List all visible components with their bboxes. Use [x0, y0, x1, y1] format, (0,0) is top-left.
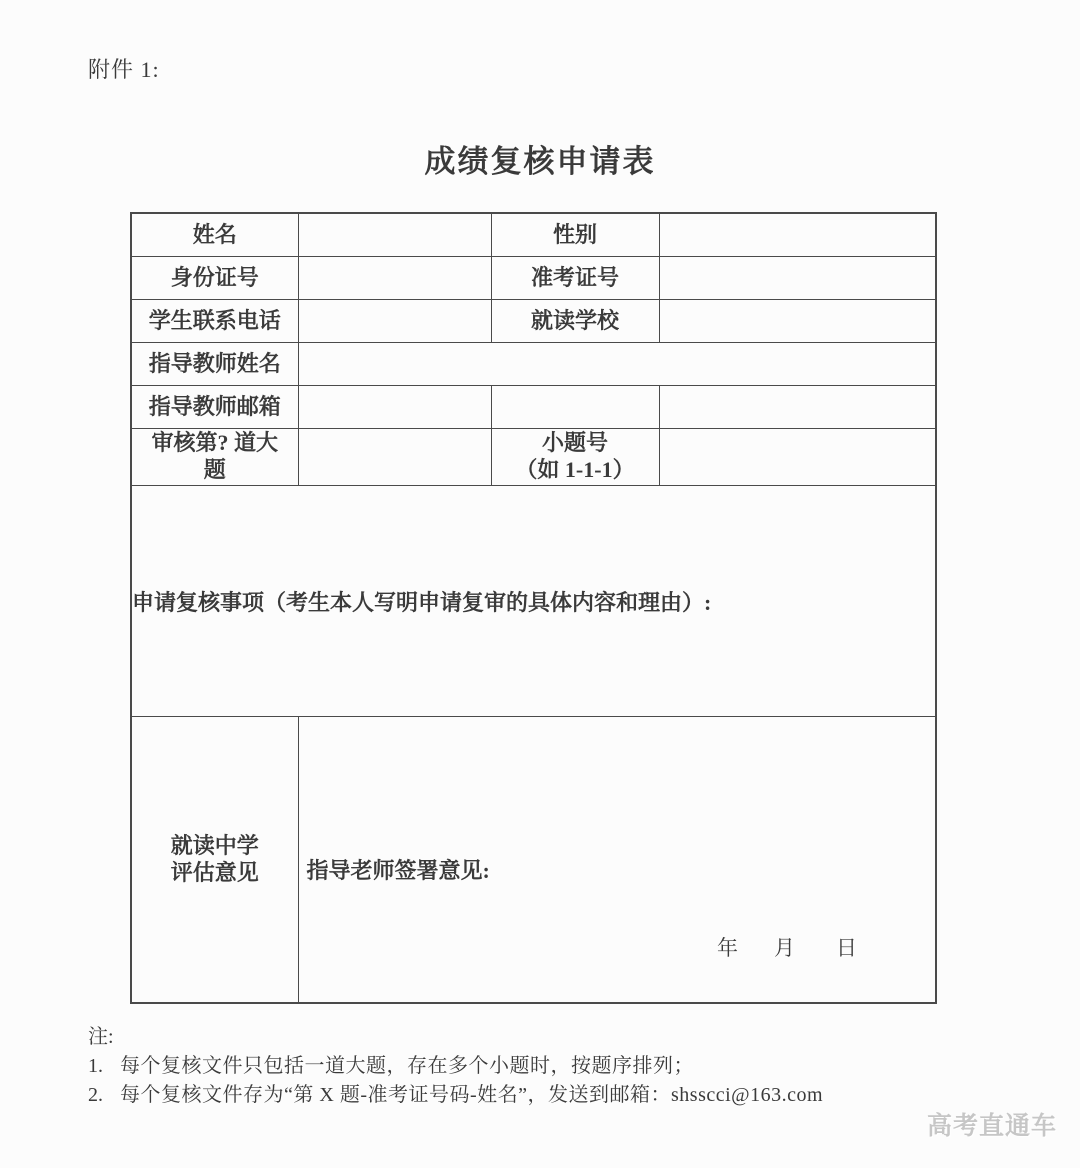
label-exam-number: 准考证号 — [491, 257, 659, 300]
table-row-question-number — [131, 429, 936, 486]
note-item-2-text: 每个复核文件存为“第 X 题-准考证号码-姓名”，发送到邮箱：shsscci@163.com — [120, 1084, 824, 1106]
table-row-id-numbers — [131, 257, 936, 300]
field-teacher-email-2 — [491, 386, 659, 429]
field-teacher-email-1 — [298, 386, 491, 429]
application-form-table — [130, 212, 937, 1004]
field-id-number — [298, 257, 491, 300]
field-teacher-name — [298, 343, 936, 386]
date-month-label: 月 — [774, 936, 795, 960]
label-school-opinion-line1: 就读中学 — [170, 832, 259, 858]
notes-section — [88, 1026, 823, 1107]
table-row-review-items — [131, 486, 936, 717]
date-day-label: 日 — [836, 936, 857, 960]
label-review-items: 申请复核事项（考生本人写明申请复审的具体内容和理由）: — [132, 589, 712, 615]
date-line — [717, 932, 857, 962]
note-item-2-number: 2. — [88, 1084, 103, 1106]
watermark-text: 高考直通车 — [926, 1112, 1057, 1140]
label-school-opinion — [131, 717, 298, 1004]
field-name — [298, 213, 491, 257]
label-id-number: 身份证号 — [131, 257, 298, 300]
label-teacher-sign: 指导老师签署意见: — [306, 858, 490, 883]
label-sub-question-line1: 小题号 — [541, 430, 608, 456]
field-student-phone — [298, 300, 491, 343]
attachment-label: 附件 1: — [88, 57, 160, 82]
label-school-opinion-line2: 评估意见 — [170, 859, 259, 885]
field-review-items — [131, 486, 936, 717]
field-school — [659, 300, 936, 343]
note-item-1 — [88, 1055, 823, 1078]
label-major-question-line1: 审核第? 道大 — [151, 430, 278, 456]
label-gender: 性别 — [491, 213, 659, 257]
label-school: 就读学校 — [491, 300, 659, 343]
field-major-question — [298, 429, 491, 486]
label-name: 姓名 — [131, 213, 298, 257]
note-item-2 — [88, 1084, 823, 1107]
date-year-label: 年 — [717, 936, 738, 960]
table-row-teacher-email — [131, 386, 936, 429]
table-row-school-opinion — [131, 717, 936, 1004]
page-title: 成绩复核申请表 — [424, 144, 656, 179]
table-row-teacher-name — [131, 343, 936, 386]
label-teacher-email: 指导教师邮箱 — [131, 386, 298, 429]
field-teacher-sign-opinion — [298, 717, 936, 1004]
label-sub-question — [491, 429, 659, 486]
label-student-phone: 学生联系电话 — [131, 300, 298, 343]
note-item-1-number: 1. — [88, 1055, 103, 1077]
label-sub-question-line2: （如 1-1-1） — [515, 457, 635, 482]
field-teacher-email-3 — [659, 386, 936, 429]
field-exam-number — [659, 257, 936, 300]
table-row-phone-school — [131, 300, 936, 343]
table-row-name-gender — [131, 213, 936, 257]
note-item-1-text: 每个复核文件只包括一道大题，存在多个小题时，按题序排列； — [120, 1055, 694, 1077]
notes-heading: 注: — [88, 1026, 114, 1048]
label-major-question-line2: 题 — [203, 457, 226, 482]
field-gender — [659, 213, 936, 257]
field-sub-question — [659, 429, 936, 486]
label-teacher-name: 指导教师姓名 — [131, 343, 298, 386]
label-major-question — [131, 429, 298, 486]
